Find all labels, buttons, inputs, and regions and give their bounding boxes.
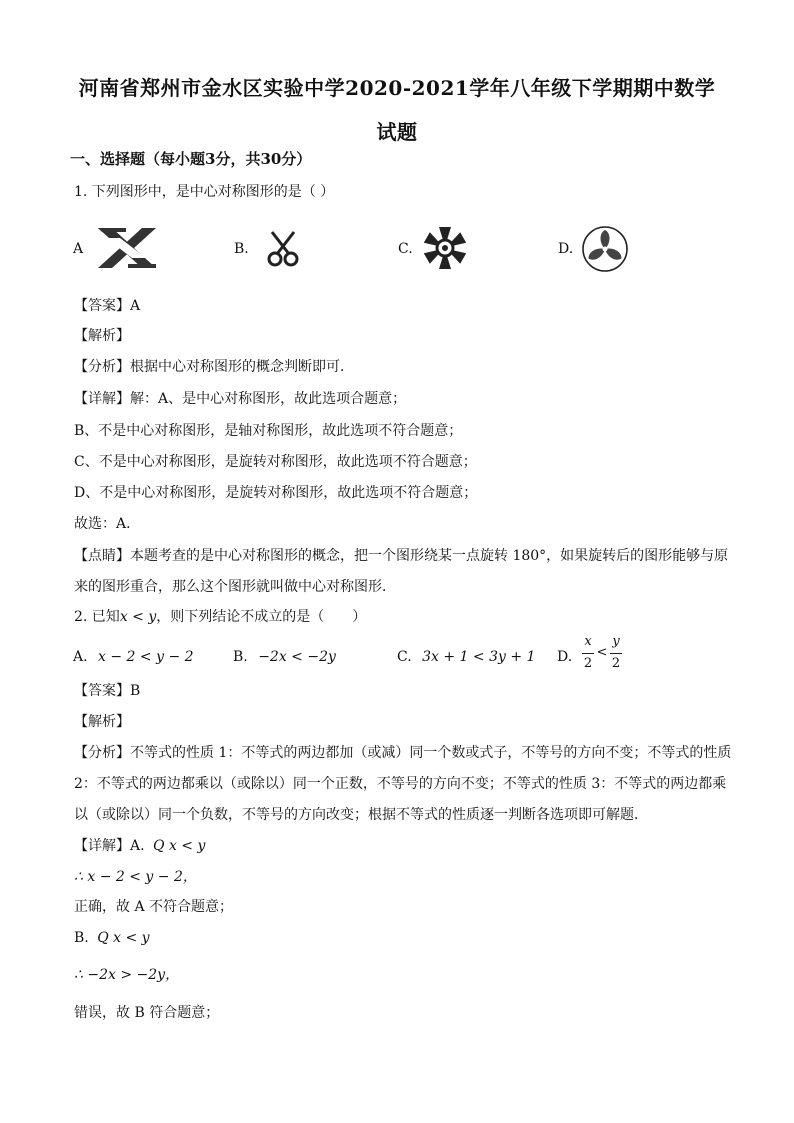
q2-option-d-num1: x: [584, 634, 592, 649]
q2-detail-a-math: Q x < y: [153, 838, 206, 854]
q2-option-d-rel: <: [596, 645, 608, 660]
q2-option-d-den1: 2: [583, 656, 593, 671]
document-title-line2: 试题: [376, 120, 418, 144]
q2-stem-math: x < y: [119, 609, 157, 625]
q2-fenxi-line: 以（或除以）同一个负数，不等号的方向改变；根据不等式的性质逐一判断各选项即可解题．: [74, 807, 648, 823]
q1-detail-line: D、不是中心对称图形，是旋转对称图形，故此选项不符合题意；: [74, 485, 478, 501]
q2-option-c: [397, 648, 535, 666]
q2-option-d-label: D.: [557, 649, 573, 665]
q1-detail-line: B、不是中心对称图形，是轴对称图形，故此选项不符合题意；: [74, 423, 463, 439]
q2-option-a-label: A.: [73, 649, 88, 665]
q2-detail-b: [74, 929, 150, 947]
q2-stem-suffix: ，则下列结论不成立的是（ ）: [156, 609, 367, 625]
fraction-bar: [610, 653, 622, 654]
q2-option-d-den2: 2: [611, 656, 621, 671]
q2-stem: [74, 608, 366, 626]
snowflake-figure-icon: [422, 225, 468, 271]
q1-stem: 1. 下列图形中，是中心对称图形的是（ ）: [74, 184, 335, 200]
q2-option-a: [73, 648, 194, 666]
q1-option-d-label: D.: [558, 241, 574, 257]
q1-detail-line: 故选：A．: [74, 516, 141, 532]
q2-detail-b-head: B.: [74, 930, 89, 946]
q2-option-c-label: C.: [397, 649, 412, 665]
q2-analysis-head: 【解析】: [74, 714, 130, 730]
q2-option-b-label: B.: [233, 649, 248, 665]
x-letter-figure-icon: [96, 226, 158, 270]
q2-option-b: [233, 648, 336, 666]
q2-detail-a-head: 【详解】A.: [74, 838, 145, 854]
three-blade-circle-figure-icon: [580, 224, 630, 274]
q1-detail-line: 【详解】解：A、是中心对称图形，故此选项合题意；: [74, 391, 407, 407]
q1-fenxi: 【分析】根据中心对称图形的概念判断即可．: [74, 359, 354, 375]
q1-detail-line: C、不是中心对称图形，是旋转对称图形，故此选项不符合题意；: [74, 454, 477, 470]
q2-detail-b-line3: 错误，故 B 符合题意；: [74, 1005, 220, 1021]
document-title-line1: 河南省郑州市金水区实验中学2020-2021学年八年级下学期期中数学: [78, 76, 716, 100]
q1-point-line2: 来的图形重合，那么这个图形就叫做中心对称图形．: [74, 579, 396, 595]
q2-detail-b-line2: ∴ −2x > −2y，: [74, 967, 180, 983]
q2-stem-prefix: 2. 已知: [74, 609, 120, 625]
q2-detail-a-line2: ∴ x − 2 < y − 2，: [74, 869, 197, 885]
q1-analysis-head: 【解析】: [74, 328, 130, 344]
q1-option-a-label: A: [73, 241, 84, 257]
q1-point-line1: 【点睛】本题考查的是中心对称图形的概念，把一个图形绕某一点旋转 180°，如果旋转后的图形能够与原: [74, 548, 729, 564]
q2-detail-a-line3: 正确，故 A 不符合题意；: [74, 899, 234, 915]
scissors-figure-icon: [264, 230, 302, 268]
q2-detail-b-math: Q x < y: [97, 930, 150, 946]
q2-option-c-expr: 3x + 1 < 3y + 1: [422, 649, 536, 665]
q1-option-b-label: B.: [234, 241, 249, 257]
q2-option-d-num2: y: [612, 634, 620, 649]
q2-option-b-expr: −2x < −2y: [258, 649, 336, 665]
q2-fenxi-line: 【分析】不等式的性质 1：不等式的两边都加（或减）同一个数或式子，不等号的方向不变；不等式的性质: [74, 745, 732, 761]
q2-fenxi-line: 2：不等式的两边都乘以（或除以）同一个正数，不等号的方向不变；不等式的性质 3：不等式的两边都乘: [74, 776, 727, 792]
q1-option-c-label: C.: [398, 241, 413, 257]
fraction-bar: [582, 653, 594, 654]
section-heading: 一、选择题（每小题3分，共30分）: [70, 150, 312, 168]
q1-answer: 【答案】A: [74, 298, 141, 314]
q2-answer: 【答案】B: [74, 683, 141, 699]
q2-option-a-expr: x − 2 < y − 2: [98, 649, 194, 665]
q2-detail-a: [74, 837, 205, 855]
